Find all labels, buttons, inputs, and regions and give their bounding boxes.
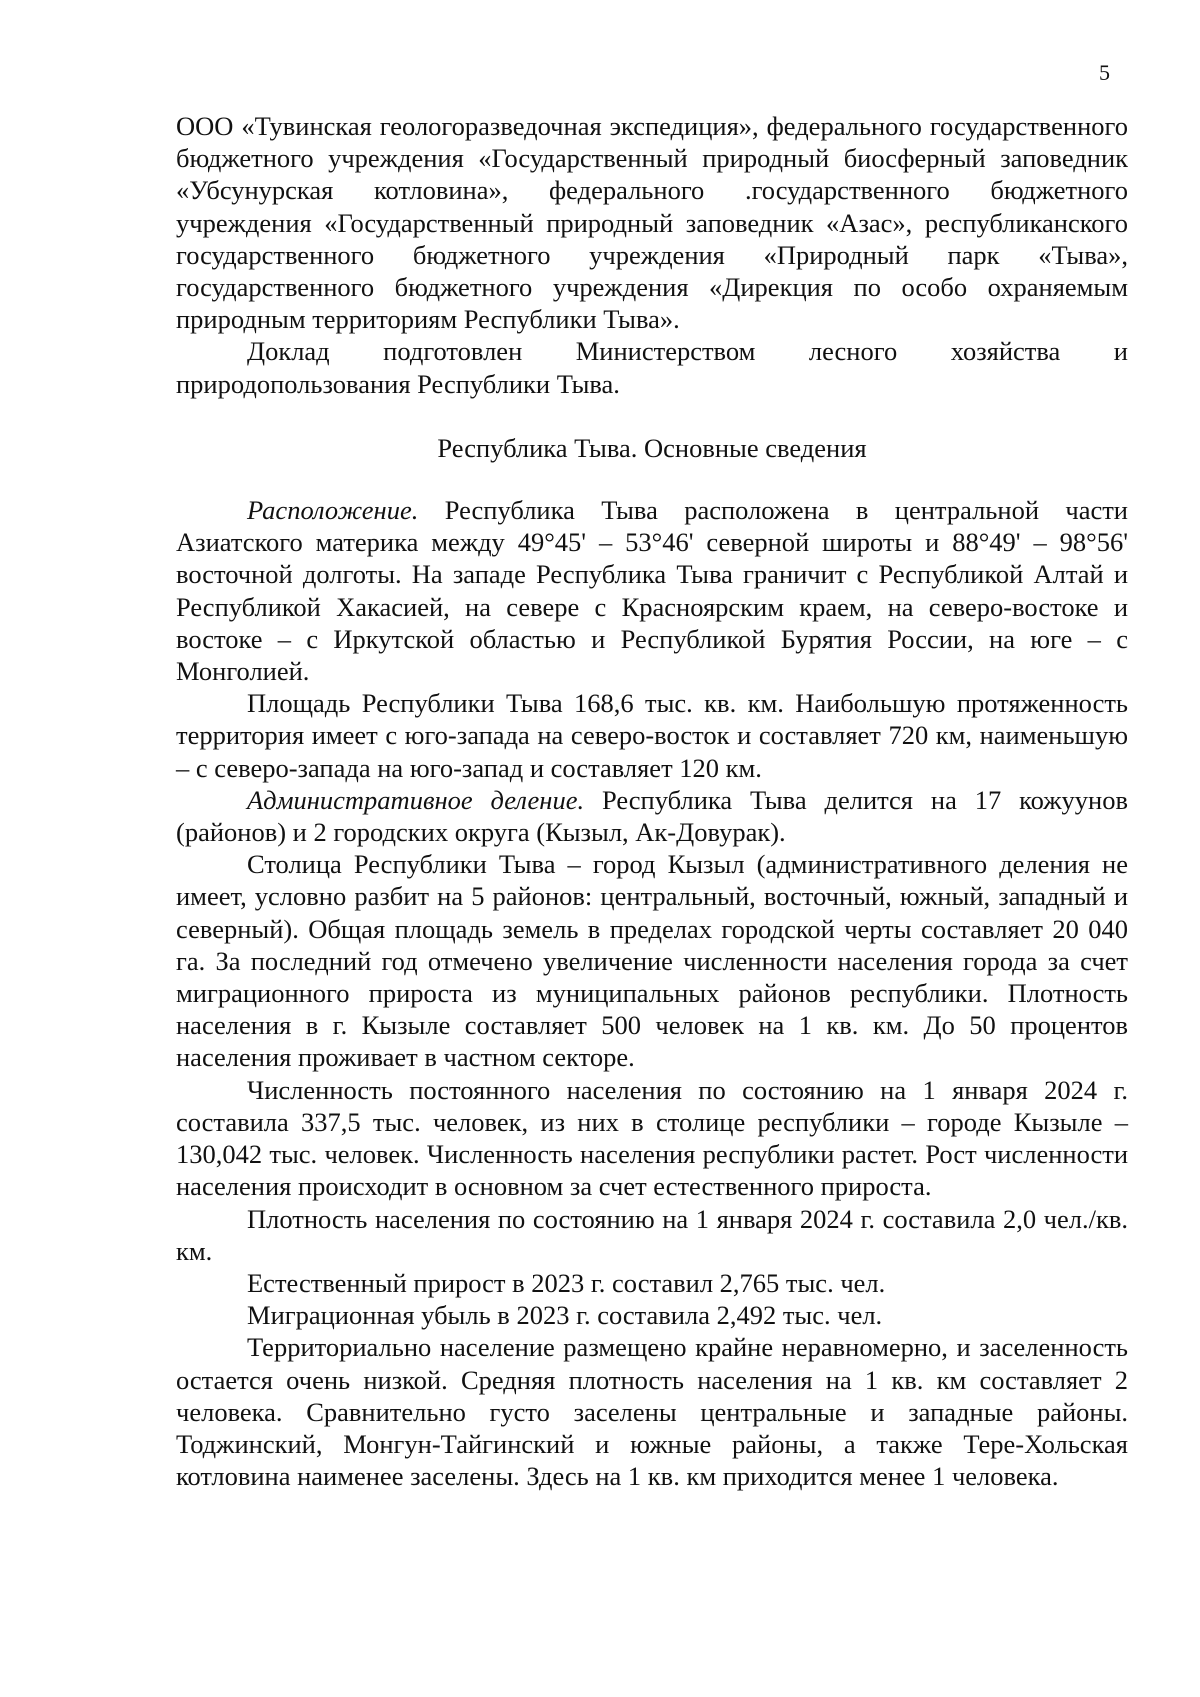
population-paragraph: Численность постоянного населения по состоянию на 1 января 2024 г. составила 337,5 тыс. человек, из них в столице республики – городе Кызыле – 130,042 тыс. человек. Численность населения республики растет. Рост численности населения происходит в основном за счет естественного прироста. (176, 1074, 1128, 1202)
section-title: Республика Тыва. Основные сведения (437, 432, 867, 463)
density-paragraph: Плотность населения по состоянию на 1 января 2024 г. составила 2,0 чел./кв. км. (176, 1203, 1128, 1266)
location-text: Республика Тыва расположена в центральной части Азиатского материка между 49°45' – 53°46' северной широты и 88°49' – 98°56' восточной долготы. На западе Республика Тыва граничит с Республикой Алтай и Республикой Хакасией, на севере с Красноярским краем, на северо-востоке и востоке – с Иркутской областью и Республикой Бурятия России, на юге – с Монголией. (176, 495, 1128, 687)
admin-text: Республика Тыва делится на 17 кожуунов (районов) и 2 городских округа (Кызыл, Ак-Довурак). (176, 784, 1128, 848)
distribution-paragraph: Территориально население размещено крайне неравномерно, и заселенность остается очень низкой. Средняя плотность населения на 1 кв. км составляет 2 человека. Сравнительно густо заселены центральные и западные районы. Тоджинский, Монгун-Тайгинский и южные районы, а также Тере-Хольская котловина наименее заселены. Здесь на 1 кв. км приходится менее 1 человека. (176, 1332, 1128, 1492)
intro-paragraph-organizations: ООО «Тувинская геологоразведочная экспедиция», федерального государственного бюджетного учреждения «Государственный природный биосферный заповедник «Убсунурская котловина», федерального .государственного бюджетного учреждения «Государственный природный заповедник «Азас», республиканского государственного бюджетного учреждения «Природный парк «Тыва», государственного бюджетного учреждения «Дирекция по особо охраняемым природным территориям Республики Тыва». (176, 111, 1128, 335)
admin-paragraph (176, 784, 1128, 848)
admin-label: Административное деление. (247, 784, 585, 815)
location-label: Расположение. (247, 495, 419, 526)
page-number: 5 (1099, 60, 1110, 85)
area-paragraph: Площадь Республики Тыва 168,6 тыс. кв. км. Наибольшую протяженность территория имеет с юго-запада на северо-восток и составляет 720 км, наименьшую – с северо-запада на юго-запад и составляет 120 км. (176, 688, 1128, 783)
intro-paragraph-author: Доклад подготовлен Министерством лесного хозяйства и природопользования Республики Тыва. (176, 336, 1128, 399)
capital-paragraph: Столица Республики Тыва – город Кызыл (административного деления не имеет, условно разбит на 5 районов: центральный, восточный, южный, западный и северный). Общая площадь земель в пределах городской черты составляет 20 040 га. За последний год отмечено увеличение численности населения города за счет миграционного прироста из муниципальных районов республики. Плотность населения в г. Кызыле составляет 500 человек на 1 кв. км. До 50 процентов населения проживает в частном секторе. (176, 849, 1128, 1073)
natural-growth-paragraph: Естественный прирост в 2023 г. составил 2,765 тыс. чел. (247, 1267, 886, 1298)
document-body (176, 110, 1128, 1492)
migration-paragraph: Миграционная убыль в 2023 г. составила 2,492 тыс. чел. (247, 1300, 883, 1331)
location-paragraph (176, 494, 1128, 687)
